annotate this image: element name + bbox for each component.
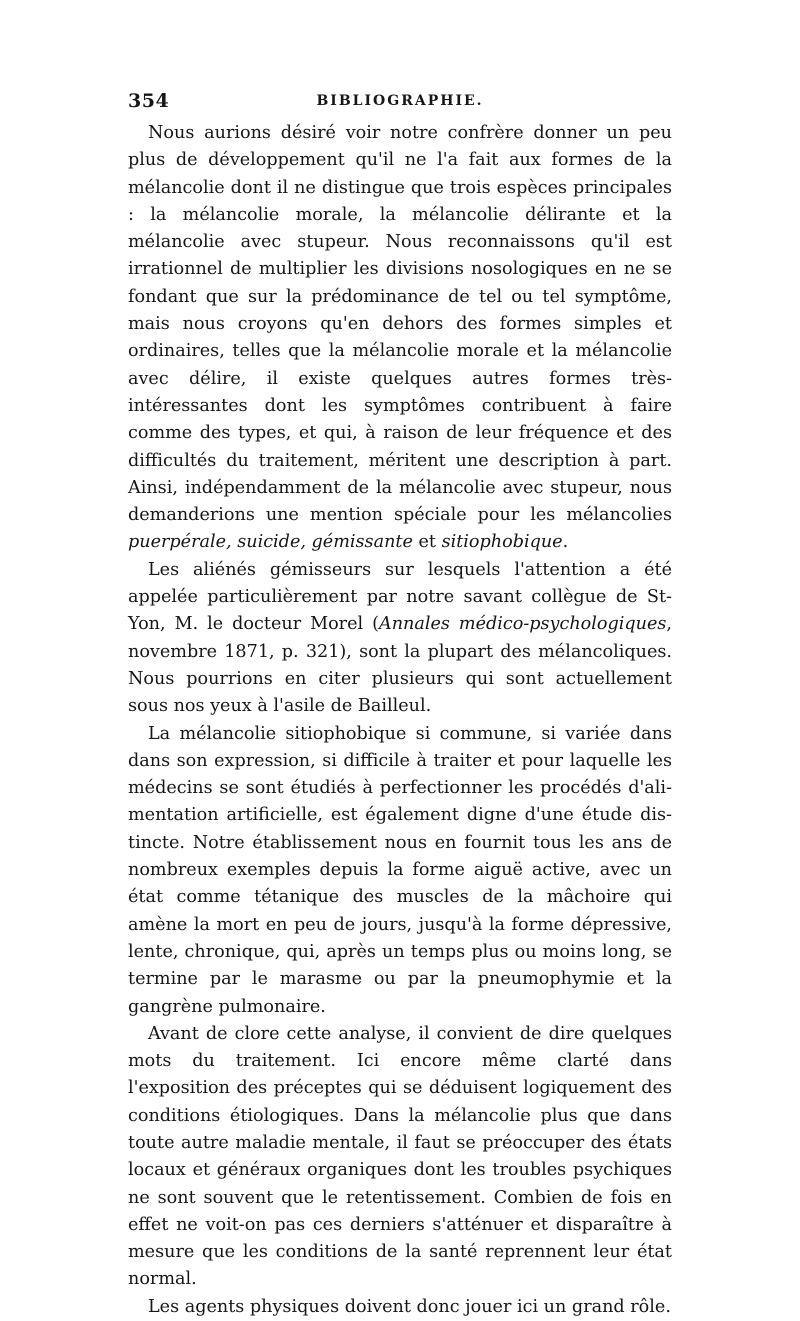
paragraph-5 bbox=[128, 1294, 672, 1321]
paragraph-4 bbox=[128, 1021, 672, 1294]
page-header bbox=[128, 90, 672, 116]
paragraph-1 bbox=[128, 120, 672, 557]
page-number: 354 bbox=[128, 90, 170, 112]
paragraph-5-text: Les agents physiques doivent donc jouer ici un grand rôle. bbox=[148, 1296, 671, 1317]
paragraph-3-text: La mélancolie sitiophobique si commune, si variée dans dans son expression, si difficile à traiter et pour laquelle les médecins se sont étudiés à perfectionner les procédés d'alimentation artificielle, est également digne d'une étude distincte. Notre établissement nous en fournit tous les ans de nombreux exemples depuis la forme aiguë active, avec un état comme tétanique des muscles de la mâchoire qui amène la mort en peu de jours, jusqu'à la forme dépressive, lente, chronique, qui, après un temps plus ou moins long, se termine par le marasme ou par la pneumophymie et la gangrène pulmonaire. bbox=[128, 723, 672, 1017]
paragraph-2-text: Les aliénés gémisseurs sur lesquels l'attention a été appelée particulièrement par notre savant collègue de St-Yon, M. le docteur Morel ( bbox=[128, 559, 672, 635]
paragraph-2-text-cont: , novembre 1871, p. 321), sont la plupart des mélancoliques. Nous pourrions en citer plusieurs qui sont actuellement sous nos yeux à l'asile de Bailleul. bbox=[128, 614, 673, 717]
book-page bbox=[128, 90, 672, 1321]
paragraph-2-journal-title: Annales médico-psychologiques bbox=[378, 614, 667, 635]
paragraph-2 bbox=[128, 557, 672, 721]
paragraph-1-text: Nous aurions désiré voir notre confrère donner un peu plus de développement qu'il ne l'a fait aux formes de la mélancolie dont il ne distingue que trois espèces principales : la mélancolie morale, la mélancolie délirante et la mélancolie avec stupeur. Nous reconnaissons qu'il est irrationnel de multiplier les divisions nosologiques en ne se fondant que sur la prédominance de tel ou tel symptôme, mais nous croyons qu'en dehors des formes simples et ordinaires, telles que la mélancolie morale et la mélancolie avec délire, il existe quelques autres formes très-intéressantes dont les symptômes contribuent à faire comme des types, et qui, à raison de leur fréquence et des difficultés du traitement, méritent une description à part. Ainsi, indépendamment de la mélancolie avec stupeur, nous demanderions une mention spéciale pour les mélancolies bbox=[128, 123, 672, 526]
paragraph-4-text: Avant de clore cette analyse, il convient de dire quelques mots du traitement. Ici encore même clarté dans l'exposition des préceptes qui se déduisent logiquement des conditions étiologiques. Dans la mélancolie plus que dans toute autre maladie mentale, il faut se préoccuper des états locaux et généraux organiques dont les troubles psychiques ne sont souvent que le retentissement. Combien de fois en effet ne voit-on pas ces derniers s'atténuer et disparaître à mesure que les conditions de la santé reprennent leur état normal. bbox=[128, 1023, 672, 1290]
paragraph-3 bbox=[128, 721, 672, 1021]
paragraph-1-italic-term-sitiophobique: sitiophobique bbox=[441, 532, 563, 553]
running-title: BIBLIOGRAPHIE. bbox=[316, 93, 484, 109]
paragraph-1-conjunction: et bbox=[412, 532, 442, 553]
paragraph-1-end: . bbox=[562, 532, 569, 553]
paragraph-1-italic-terms: puerpérale, suicide, gémissante bbox=[128, 532, 413, 553]
